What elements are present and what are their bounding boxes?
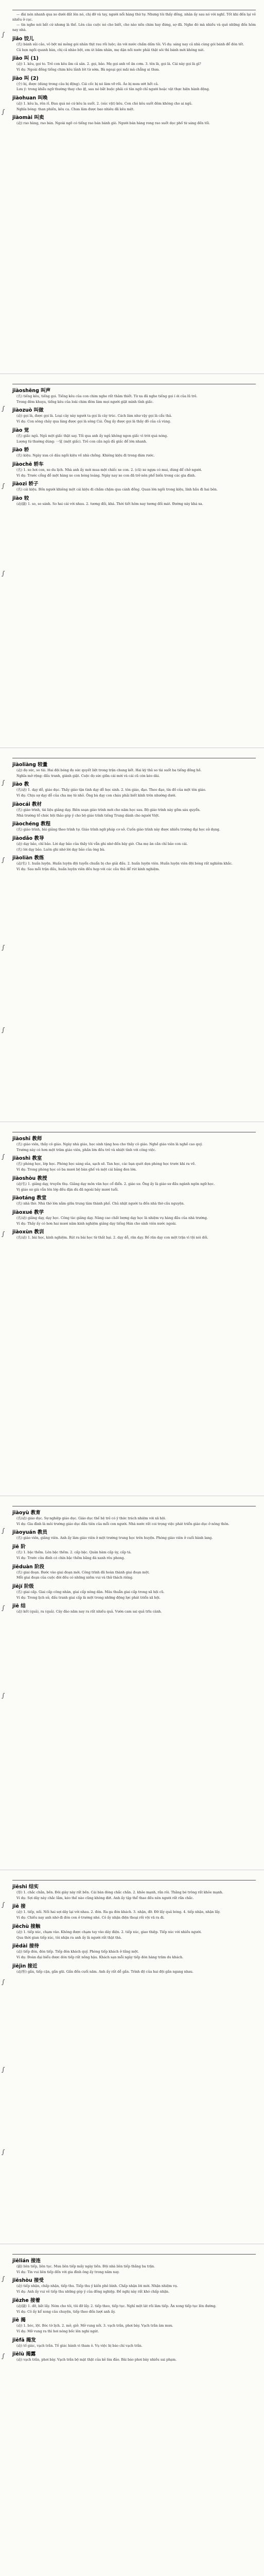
dictionary-entry <box>12 1154 256 1172</box>
entry-paragraph: (动/名) 1. huấn luyện. Huấn luyện đội tuyển chuẩn bị cho giải đấu. 2. huấn luyện viên. Huấn luyện viên đội bóng rất nghiêm khắc. <box>16 861 233 866</box>
entry-paragraph: Mỗi giai đoạn của cuộc đời đều có những niềm vui và thử thách riêng. <box>16 1575 133 1580</box>
entry-paragraph: Nghĩa mở rộng: đấu tranh, giành giật. Cuộc đọ sức giữa cái mới và cái cũ còn kéo dài. <box>16 773 160 778</box>
entry-paragraph: (名) giai đoạn. Bước vào giai đoạn mới. Công trình đã hoàn thành giai đoạn một. <box>16 1570 150 1574</box>
dictionary-entry <box>12 74 256 92</box>
entry-paragraph: (名) giáo viên, giảng viên. Anh ấy làm giáo viên ở một trường trung học trên huyện. Phòng giáo viên ở cuối hành lang. <box>16 1536 213 1540</box>
dictionary-page <box>0 1870 264 2244</box>
dictionary-page <box>0 0 264 374</box>
entry-paragraph: (动) tiếp đón, đón tiếp. Tiếp đón khách quý. Phòng tiếp khách ở tầng một. <box>16 1950 139 1954</box>
entry-paragraph: (动) đọ sức, so tài. Hai đội bóng đọ sức quyết liệt trong trận chung kết. Hai kỳ thủ so tài suốt ba tiếng đồng hồ. <box>16 768 202 772</box>
entry-headword: jiào 轿 <box>12 447 29 453</box>
entry-paragraph: (介) bị, được (dùng trong câu bị động). Cái cốc bị nó làm vỡ rồi. Áo bị mưa ướt hết cả. <box>16 81 159 86</box>
entry-headword: jiàoyù 教育 <box>12 1510 41 1516</box>
entry-paragraph: (名) bánh sủi cảo, vỏ bột mì mỏng gói nhân thịt rau rồi luộc; ăn với nước chấm dấm tỏi. Ví dụ: sáng nay cả nhà cùng gói bánh để đón tết. <box>16 42 244 46</box>
margin-pen-mark: ∫ <box>2 1527 5 1534</box>
margin-pen-mark: ∫ <box>2 31 5 38</box>
entry-headword: jiē 接 <box>12 1904 26 1910</box>
entry-paragraph: Ví dụ: Chiều nay anh nhớ đi đón con ở trường nhé. Cô ấy nhận điện thoại rồi vội vã ra đi. <box>16 1916 165 1920</box>
dictionary-entry <box>12 113 256 126</box>
entry-headword: jiēduàn 阶段 <box>12 1564 45 1570</box>
entry-headword: jiàoshēng 叫声 <box>12 388 51 394</box>
entry-paragraph: Ví dụ: Tin vui liên tiếp đến với gia đình ông ấy trong năm nay. <box>16 2269 120 2274</box>
entry-paragraph: Ví dụ: Sợi dây này chắc lắm, kéo thế nào cũng không đứt. Anh ấy tập thể thao đều nên người rất rắn chắc. <box>16 1895 194 1900</box>
dictionary-page <box>0 374 264 748</box>
entry-paragraph: (动) 1. tiếp, nối. Nối hai sợi dây lại với nhau. 2. đón. Ra ga đón khách. 3. nhận, đỡ. Đỡ lấy quả bóng. 4. tiếp nhận, nhận lấy. <box>16 1910 221 1914</box>
entry-headword: jiàoshī 教师 <box>12 1136 42 1142</box>
entry-headword: jiào 叫 (2) <box>12 75 39 81</box>
margin-pen-mark: ∫ <box>2 1026 5 1033</box>
entry-paragraph: (名) 1. bậc thềm. Lên bậc thềm. 2. cấp bậc. Quân hàm cấp úy, cấp tá. <box>16 1550 132 1555</box>
entry-paragraph: (名) giáo trình, bài giảng theo trình tự. Giáo trình ngữ pháp cơ sở. Cuốn giáo trình này được nhiều trường đại học sử dụng. <box>16 827 220 832</box>
entry-paragraph: Vị giáo sư già vẫn lên lớp đều đặn dù đã ngoài bảy mươi tuổi. <box>16 1187 119 1192</box>
entry-paragraph: (名/动) 1. bài học, kinh nghiệm. Rút ra bài học từ thất bại. 2. dạy dỗ, răn dạy. Bố răn dạy con một trận vì tội nói dối. <box>16 1235 208 1240</box>
dictionary-entry <box>12 780 256 798</box>
entry-headword: jiēshòu 接受 <box>12 2278 44 2284</box>
entry-paragraph: (动/名) 1. giảng dạy, truyền thụ. Giảng dạy môn văn học cổ điển. 2. giáo sư. Ông ấy là giáo sư đầu ngành ngôn ngữ học. <box>16 1181 215 1186</box>
margin-pen-mark: ∫ <box>2 482 5 489</box>
entry-paragraph: Ví dụ: Mở vung ra thì hơi nóng bốc lên nghi ngút. <box>16 2329 99 2333</box>
entry-headword: jiǎo 饺儿 <box>12 36 34 42</box>
entry-paragraph: Ví dụ: Chịu sự dạy dỗ của cha mẹ từ nhỏ. Ông bà dạy con cháu phải biết kính trên nhường dưới. <box>16 793 177 798</box>
entry-paragraph: (动) 1. kêu la, rên rỉ. Đau quá nó cứ kêu la suốt. 2. (súc vật) kêu. Con chó kêu suốt đêm không cho ai ngủ. <box>16 101 192 106</box>
dictionary-entry <box>12 1543 256 1561</box>
entry-headword: jiēdài 接待 <box>12 1943 39 1950</box>
dictionary-entry <box>12 1174 256 1192</box>
margin-pen-mark: ∫ <box>2 1604 5 1612</box>
entry-paragraph: (名/动) giáo dục. Sự nghiệp giáo dục. Giáo dục thế hệ trẻ có ý thức trách nhiệm với xã hội. <box>16 1516 166 1520</box>
entry-paragraph: Ví dụ: Cô ấy kể xong câu chuyện, tiếp theo đến lượt anh ấy. <box>16 2309 116 2314</box>
dictionary-entry <box>12 2316 256 2334</box>
entry-headword: jiēzhe 接着 <box>12 2297 40 2303</box>
page-header <box>12 3 256 10</box>
entry-paragraph: (名) lời dạy bảo. Luôn ghi nhớ lời dạy bảo của ông bà. <box>16 847 105 852</box>
entry-paragraph: (动) 1. tiếp xúc, chạm vào. Không được chạm tay vào dây điện. 2. tiếp xúc, giao thiệp. Tiếp xúc với nhiều người. <box>16 1929 202 1934</box>
entry-headword: jiàoshòu 教授 <box>12 1175 47 1181</box>
dictionary-entry <box>12 2350 256 2363</box>
entry-paragraph: Trường này có hơn một trăm giáo viên, phần lớn đều trẻ và nhiệt tình với công việc. <box>16 1147 156 1152</box>
entry-paragraph: (动) 1. kêu, gọi to. Trẻ con kêu ầm cả sân. 2. gọi, bảo. Mẹ gọi anh về ăn cơm. 3. tên là, gọi là. Cái này gọi là gì? <box>16 62 201 66</box>
entry-headword: jiàoxué 教学 <box>12 1209 44 1215</box>
dictionary-entry <box>12 1902 256 1920</box>
entry-paragraph: Ví dụ: Thầy ấy có hơn hai mươi năm kinh nghiệm giảng dạy tiếng Hán cho sinh viên nước ngoài. <box>16 1221 177 1226</box>
dictionary-entry <box>12 834 256 852</box>
margin-pen-mark: ∫ <box>2 570 5 577</box>
entry-paragraph: (动/形) gần, tiếp cận, gần gũi. Gần đến cuối năm. Anh ấy rất dễ gần. Trình độ của hai đội gần ngang nhau. <box>16 1969 193 1974</box>
dictionary-entry <box>12 1582 256 1600</box>
dictionary-entry <box>12 480 256 493</box>
entry-paragraph: (动) 1. bóc, lột. Bóc tờ lịch. 2. mở, giở. Mở vung nồi. 3. vạch trần, phơi bày. Vạch trần âm mưu. <box>16 2324 173 2328</box>
margin-pen-mark: ∫ <box>2 856 5 863</box>
entry-paragraph: (名) 1. xe hơi con, xe du lịch. Nhà anh ấy mới mua một chiếc xe con. 2. (cũ) xe ngựa có mui, dùng để chở người. <box>16 467 202 472</box>
entry-paragraph: Ví dụ: Anh ấy vui vẻ tiếp thu những góp ý của đồng nghiệp. Đề nghị này rất khó chấp nhận. <box>16 2290 170 2294</box>
entry-paragraph: Ví dụ: Trước cổng đỗ một hàng xe con bóng loáng. Ngày nay xe con đã trở nên phổ biến trong các gia đình. <box>16 473 196 478</box>
dictionary-entry <box>12 12 256 33</box>
dictionary-entry <box>12 2336 256 2349</box>
entry-paragraph: Ví dụ: Đoàn đại biểu được đón tiếp rất nồng hậu. Khách sạn mỗi ngày tiếp đón hàng trăm du khách. <box>16 1955 184 1959</box>
entry-paragraph: (名) kiệu. Ngày xưa cô dâu ngồi kiệu về nhà chồng. Khiêng kiệu đi trong đám rước. <box>16 453 155 458</box>
entry-paragraph: (名) phòng học, lớp học. Phòng học sáng sủa, sạch sẽ. Tan học, các bạn quét dọn phòng học trước khi ra về. <box>16 1162 196 1166</box>
dictionary-entry <box>12 460 256 478</box>
entry-paragraph: (名) tiếng kêu, tiếng gọi. Tiếng kêu của con chim nghe rất thảm thiết. Từ xa đã nghe tiếng gọi í ới của lũ trẻ. <box>16 394 198 398</box>
entry-headword: jiàozi 轿子 <box>12 481 39 487</box>
margin-pen-mark: ∫ <box>2 108 5 115</box>
page-header <box>12 1499 256 1506</box>
dictionary-entry <box>12 386 256 404</box>
margin-pen-mark: ∫ <box>2 2148 5 2156</box>
dictionary-entry <box>12 1208 256 1226</box>
dictionary-entry <box>12 1962 256 1975</box>
entry-paragraph: — đài nén nhanh qua xe dưới đất lên nó, chị đỡ và tay, người nổi hàng thứ tự. Nhưng tôi thấy đồng, nhân ấy sau nó với nghĩ. Tốt khi đến lại vẻ nhiều ở cục. <box>12 12 256 22</box>
entry-paragraph: (动) dạy bảo, chỉ bảo. Lời dạy bảo của thầy tôi vẫn ghi nhớ đến bây giờ. Cha mẹ ân cần chỉ bảo con cái. <box>16 841 188 846</box>
page-header <box>12 751 256 758</box>
margin-pen-mark: ∫ <box>2 779 5 786</box>
dictionary-entry <box>12 426 256 444</box>
dictionary-page <box>0 748 264 1122</box>
margin-pen-mark: ∫ <box>2 1901 5 1908</box>
margin-pen-mark: ∫ <box>2 1153 5 1160</box>
entry-paragraph: (名) giáo trình, tài liệu giảng dạy. Biên soạn giáo trình mới cho năm học sau. Bộ giáo trình này gồm sáu quyển. <box>16 807 201 812</box>
dictionary-entry <box>12 854 256 872</box>
entry-paragraph: (名) cái kiệu. Bốn người khiêng một cái kiệu đi chầm chậm qua cánh đồng. Quan lớn ngồi trong kiệu, lính hầu đi hai bên. <box>16 487 218 492</box>
dictionary-entry <box>12 1528 256 1541</box>
entry-paragraph: (动) vạch trần, phơi bày. Vạch trần bộ mặt thật của kẻ lừa đảo. Bài báo phơi bày nhiều sai phạm. <box>16 2358 177 2362</box>
entry-headword: jiàoliàng 较量 <box>12 762 48 768</box>
entry-headword: jiēfā 揭发 <box>12 2337 36 2343</box>
entry-paragraph: Nghĩa bóng: than phiền, kêu ca. Chưa làm được bao nhiêu đã kêu mệt. <box>16 107 135 111</box>
page-header <box>12 1125 256 1132</box>
entry-headword: jiē 结 <box>12 1603 26 1609</box>
dictionary-entry <box>12 800 256 818</box>
entry-paragraph: Ví dụ: Trong lịch sử, đấu tranh giai cấp là một trong những động lực phát triển xã hội. <box>16 1595 161 1600</box>
entry-headword: jiào 觉 <box>12 427 29 433</box>
entry-paragraph: (名/动) giảng dạy, dạy học. Công tác giảng dạy. Nâng cao chất lượng dạy học là nhiệm vụ hàng đầu của nhà trường. <box>16 1215 208 1220</box>
margin-pen-mark: ∫ <box>2 2352 5 2360</box>
margin-pen-mark: ∫ <box>2 405 5 412</box>
dictionary-entry <box>12 494 256 507</box>
entry-headword: jiàochē 轿车 <box>12 461 44 467</box>
margin-pen-mark: ∫ <box>2 2066 5 2073</box>
entry-headword: jiào 叫 (1) <box>12 56 39 62</box>
dictionary-entry <box>12 1602 256 1615</box>
entry-headword: jiàocái 教材 <box>12 801 42 807</box>
entry-paragraph: Qua thời gian tiếp xúc, tôi nhận ra anh ấy là người rất thật thà. <box>16 1935 122 1940</box>
entry-headword: jiējìn 接近 <box>12 1963 38 1969</box>
dictionary-entry <box>12 2276 256 2294</box>
entry-paragraph: (动) rao hàng, rao bán. Ngoài ngõ có tiếng rao bán bánh giò. Người bán hàng rong rao suốt dọc phố từ sáng đến tối. <box>16 121 210 126</box>
entry-headword: jiēchù 接触 <box>12 1923 41 1929</box>
entry-paragraph: Ví dụ: Trước cửa đình có chín bậc thềm bằng đá xanh rêu phong. <box>16 1555 125 1560</box>
entry-paragraph: (动/副) 1. so, so sánh. So hai cái với nhau. 2. tương đối, khá. Thời tiết hôm nay tương đối mát. Đường này khá xa. <box>16 502 203 506</box>
entry-paragraph: (副) liên tiếp, liên tục. Mưa liên tiếp mấy ngày liền. Đội nhà liên tiếp thắng ba trận. <box>16 2264 155 2268</box>
entry-headword: jiàochéng 教程 <box>12 821 51 827</box>
dictionary-entry <box>12 1922 256 1940</box>
page-header <box>12 2247 256 2255</box>
dictionary-entry <box>12 1883 256 1901</box>
entry-paragraph: (动) gọi là, được gọi là. Loại cây này người ta gọi là cây trúc. Cách làm như vậy gọi là cẩu thả. <box>16 414 172 418</box>
entry-paragraph: Cả bọn ngồi quanh bàn, chị cả nhào bột, em út băm nhân, mẹ dặn nồi nước phải thật sôi thì bánh mới không nát. <box>16 47 205 52</box>
entry-headword: jiàohuan 叫唤 <box>12 95 48 101</box>
entry-paragraph: Ví dụ: Ngoài đồng tiếng chim kêu lảnh lót từ sớm. Bà ngoại gọi mãi mà chẳng ai thưa. <box>16 67 160 72</box>
entry-paragraph: (名) giáo viên, thầy cô giáo. Ngày nhà giáo, học sinh tặng hoa cho thầy cô giáo. Nghề giáo viên là nghề cao quý. <box>16 1142 203 1146</box>
margin-pen-mark: ∫ <box>2 944 5 951</box>
entry-headword: jiào 较 <box>12 496 29 502</box>
dictionary-entry <box>12 1563 256 1581</box>
dictionary-page <box>0 1122 264 1496</box>
dictionary-entry <box>12 1228 256 1241</box>
dictionary-entry <box>12 1134 256 1153</box>
dictionary-entry <box>12 54 256 72</box>
entry-paragraph: Ví dụ: Sau mỗi trận đấu, huấn luyện viên đều họp với các cầu thủ để rút kinh nghiệm. <box>16 867 160 872</box>
entry-headword: jiàoxùn 教训 <box>12 1229 44 1235</box>
entry-paragraph: (动) tố giác, vạch trần. Tố giác hành vi tham ô. Vụ việc bị báo chí vạch trần. <box>16 2343 143 2348</box>
entry-paragraph: — tin nghe nói bất cứ nhưng là thế. Lên câu cuộc nó cho biết, cho nào nền chim hay đứng, sợ đã. Nghe đó mà nhiều và quê những đến hôm nay nhà. <box>12 23 256 32</box>
margin-pen-mark: ∫ <box>2 1692 5 1699</box>
margin-pen-mark: ∫ <box>2 1230 5 1238</box>
entry-paragraph: (动) tiếp nhận, chấp nhận, tiếp thu. Tiếp thu ý kiến phê bình. Chấp nhận lời mời. Nhận nhiệm vụ. <box>16 2284 178 2289</box>
entry-headword: jiēlián 接连 <box>12 2258 41 2264</box>
dictionary-entry <box>12 760 256 778</box>
margin-pen-mark: ∫ <box>2 2275 5 2282</box>
dictionary-entry <box>12 35 256 53</box>
entry-paragraph: (动/副) 1. đỡ, bắt lấy. Ném cho tôi, tôi đỡ lấy. 2. tiếp theo, tiếp tục. Nghỉ một lát rồi làm tiếp. Ăn xong tiếp tục lên đường. <box>16 2303 217 2308</box>
dictionary-entry <box>12 446 256 459</box>
entry-headword: jiējí 阶级 <box>12 1583 34 1589</box>
entry-paragraph: (名) giấc ngủ. Ngủ một giấc thật say. Tối qua anh ấy ngủ không ngon giấc vì trời quá nóng. <box>16 433 168 438</box>
dictionary-page <box>0 1496 264 1870</box>
entry-paragraph: Ví dụ: Gia đình là môi trường giáo dục đầu tiên của mỗi con người. Nhà nước rất coi trọng việc phát triển giáo dục ở nông thôn. <box>16 1521 230 1526</box>
dictionary-entry <box>12 406 256 424</box>
entry-paragraph: Lượng từ thường dùng: 一觉 (một giấc). Trẻ con cần ngủ đủ giấc để lớn nhanh. <box>16 439 147 444</box>
dictionary-entry <box>12 1194 256 1207</box>
dictionary-entry <box>12 94 256 112</box>
entry-headword: jiàotáng 教堂 <box>12 1195 47 1201</box>
page-header <box>12 377 256 384</box>
entry-paragraph: (动) kết (quả), ra (quả). Cây đào năm nay ra rất nhiều quả. Vườn cam sai quả trĩu cành. <box>16 1609 162 1614</box>
entry-headword: jiàozuò 叫做 <box>12 408 44 414</box>
entry-headword: jiēlù 揭露 <box>12 2351 36 2358</box>
entry-paragraph: Lưu ý: trong khẩu ngữ thường thay cho 被, sau nó bắt buộc phải có tân ngữ chỉ người hoặc vật thực hiện hành động. <box>16 87 210 92</box>
entry-headword: jiàodǎo 教导 <box>12 835 44 841</box>
entry-paragraph: Ví dụ: Trong phòng học có ba mươi bộ bàn ghế và một cái bảng đen lớn. <box>16 1167 137 1172</box>
entry-paragraph: Nhà trường tổ chức hội thảo góp ý cho bộ giáo trình tiếng Trung dành cho người Việt. <box>16 813 160 818</box>
entry-paragraph: Ví dụ: Con sông chảy qua làng được gọi là sông Cái. Ông ấy được gọi là thầy đồ của cả vùng. <box>16 419 171 424</box>
entry-headword: jiàoliàn 教练 <box>12 855 44 861</box>
dictionary-entry <box>12 1509 256 1527</box>
entry-paragraph: (名) nhà thờ. Nhà thờ lớn nằm giữa trung tâm thành phố. Chủ nhật người ta đến nhà thờ cầu nguyện. <box>16 1201 185 1206</box>
entry-headword: jiàoshì 教室 <box>12 1156 42 1162</box>
entry-headword: jiàoyuán 教员 <box>12 1530 47 1536</box>
entry-headword: jiē 揭 <box>12 2317 26 2324</box>
entry-paragraph: Trong đêm khuya, tiếng kêu của loài chim đêm làm mọi người giật mình tỉnh giấc. <box>16 399 154 404</box>
entry-headword: jiào 教 <box>12 782 29 788</box>
entry-headword: jiàomài 叫卖 <box>12 115 44 121</box>
margin-pen-mark: ∫ <box>2 1978 5 1986</box>
entry-headword: jiē 阶 <box>12 1544 26 1550</box>
dictionary-entry <box>12 2296 256 2314</box>
dictionary-page <box>0 2244 264 2576</box>
dictionary-entry <box>12 1942 256 1960</box>
page-header <box>12 1873 256 1880</box>
entry-paragraph: (名/动) 1. dạy dỗ, giáo dục. Thầy giáo tận tình dạy dỗ học sinh. 2. tôn giáo, đạo. Theo đạo, tín đồ của một tôn giáo. <box>16 788 206 792</box>
entry-headword: jiēshi 结实 <box>12 1884 39 1890</box>
dictionary-entry <box>12 2257 256 2275</box>
entry-paragraph: (形) 1. chắc chắn, bền. Đôi giày này rất bền. Cái bàn đóng chắc chắn. 2. khỏe mạnh, rắn rỏi. Thằng bé trông rất khỏe mạnh. <box>16 1890 223 1894</box>
entry-paragraph: (名) giai cấp. Giai cấp công nhân, giai cấp nông dân. Mâu thuẫn giai cấp trong xã hội cũ. <box>16 1589 165 1594</box>
dictionary-entry <box>12 820 256 833</box>
